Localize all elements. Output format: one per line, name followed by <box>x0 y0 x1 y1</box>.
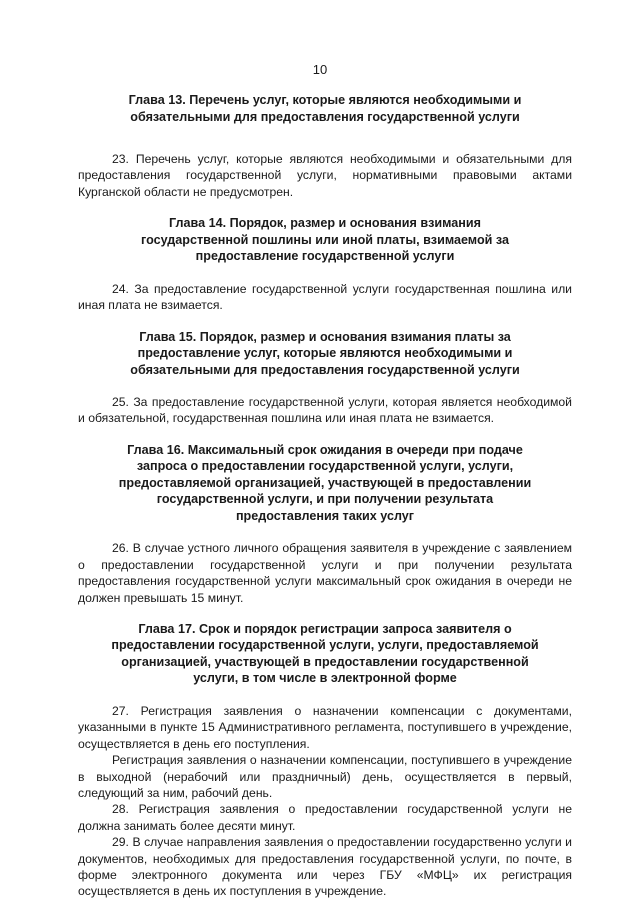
paragraph-28: 28. Регистрация заявления о предоставлении государственной услуги не должна занимать более десяти минут. <box>78 802 572 833</box>
chapter-15 <box>78 329 572 427</box>
document-body <box>78 92 572 900</box>
paragraph-29: 29. В случае направления заявления о предоставлении государственно услуги и документов, необходимых для предоставления государственной услуги, по почте, в форме электронного документа или через ГБУ «МФЦ» их регистрация осуществляется в день их поступления в учреждение. <box>78 835 572 899</box>
chapter-16-heading: Глава 16. Максимальный срок ожидания в очереди при подаче запроса о предоставлении государственной услуги, услуги, предоставляемой организацией, участвующей в предоставлении государственной услуги, и при получении результата предоставления таких услуг <box>118 442 532 523</box>
paragraph-25: 25. За предоставление государственной услуги, которая является необходимой и обязательной, государственная пошлина или иная плата не взимается. <box>78 395 572 426</box>
chapter-14 <box>78 215 572 313</box>
paragraph-27-continued: Регистрация заявления о назначении компенсации, поступившего в учреждение в выходной (нерабочий или праздничный) день, осуществляется в первый, следующий за ним, рабочий день. <box>78 753 572 800</box>
page-number: 10 <box>312 62 328 77</box>
chapter-13 <box>78 92 572 200</box>
chapter-16 <box>78 442 572 606</box>
chapter-17-heading: Глава 17. Срок и порядок регистрации запроса заявителя о предоставлении государственной услуги, услуги, предоставляемой организацией, участвующей в предоставлении государственной услуги, в том числе в электронной форме <box>111 621 539 686</box>
chapter-14-heading: Глава 14. Порядок, размер и основания взимания государственной пошлины или иной платы, взимаемой за предоставление государственной услуги <box>140 216 509 264</box>
chapter-13-heading: Глава 13. Перечень услуг, которые являются необходимыми и обязательными для предоставления государственной услуги <box>128 93 522 124</box>
paragraph-23: 23. Перечень услуг, которые являются необходимыми и обязательными для предоставления государственной услуги, нормативными правовыми актами Курганской области не предусмотрен. <box>78 152 572 199</box>
paragraph-26: 26. В случае устного личного обращения заявителя в учреждение с заявлением о предоставлении государственной услуги и при получении результата предоставления государственной услуги максимальный срок ожидания в очереди не должен превышать 15 минут. <box>78 541 572 605</box>
chapter-17 <box>78 621 572 900</box>
paragraph-24: 24. За предоставление государственной услуги государственная пошлина или иная плата не взимается. <box>78 281 572 313</box>
chapter-15-heading: Глава 15. Порядок, размер и основания взимания платы за предоставление услуг, которые являются необходимыми и обязательными для предоставления государственной услуги <box>130 329 520 377</box>
paragraph-27: 27. Регистрация заявления о назначении компенсации с документами, указанными в пункте 15 Административного регламента, поступившего в учреждение, осуществляется в день его поступления. <box>78 703 572 751</box>
